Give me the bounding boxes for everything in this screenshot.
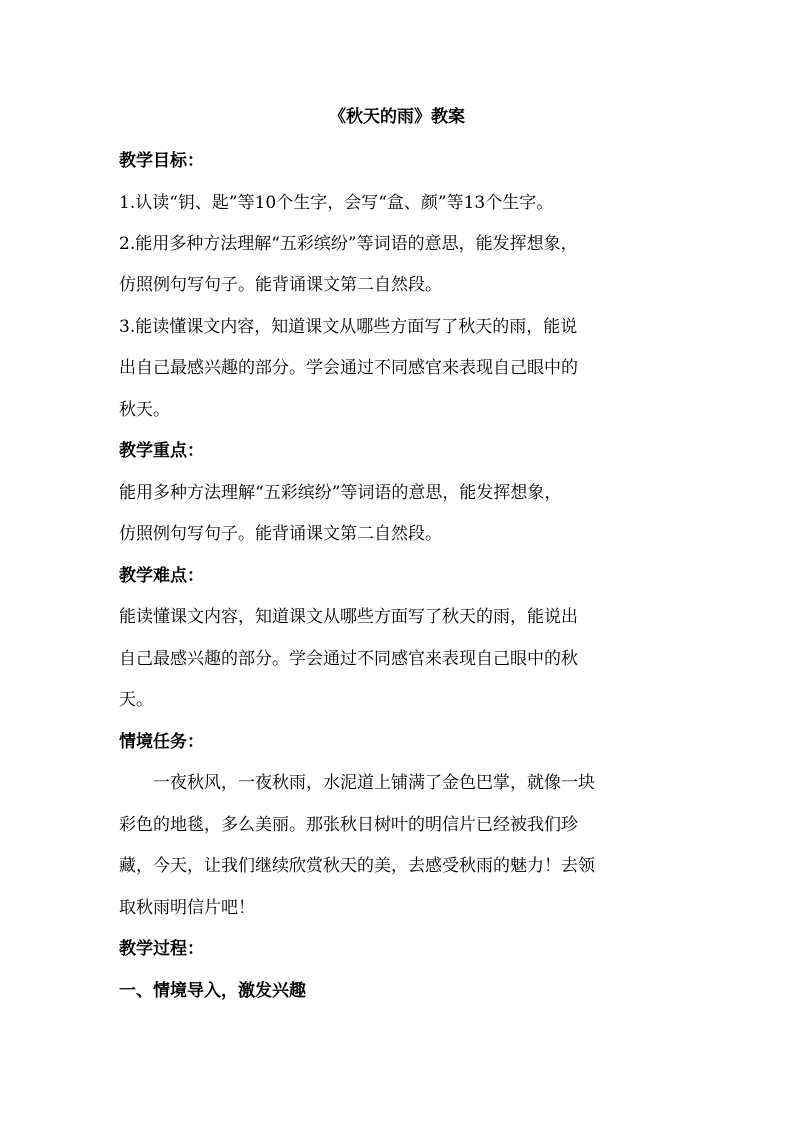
process-heading: 教学过程： <box>119 939 204 959</box>
difficulties-line: 能读懂课文内容，知道课文从哪些方面写了秋天的雨，能说出 <box>119 607 578 627</box>
objectives-line: 仿照例句写句子。能背诵课文第二自然段。 <box>119 275 442 295</box>
difficulties-line: 自己最感兴趣的部分。学会通过不同感官来表现自己眼中的秋 <box>119 649 578 669</box>
difficulties-heading: 教学难点： <box>119 566 204 586</box>
scenario-line: 取秋雨明信片吧！ <box>119 898 255 918</box>
scenario-heading: 情境任务： <box>119 732 204 752</box>
key-points-heading: 教学重点： <box>119 441 204 461</box>
key-points-line: 仿照例句写句子。能背诵课文第二自然段。 <box>119 524 442 544</box>
objectives-line: 出自己最感兴趣的部分。学会通过不同感官来表现自己眼中的 <box>119 358 578 378</box>
scenario-line: 一夜秋风，一夜秋雨，水泥道上铺满了金色巴掌，就像一块 <box>153 773 595 793</box>
objectives-line: 秋天。 <box>119 400 170 420</box>
objectives-line: 2.能用多种方法理解“五彩缤纷”等词语的意思，能发挥想象， <box>119 234 578 254</box>
difficulties-line: 天。 <box>119 690 153 710</box>
objectives-heading: 教学目标： <box>119 151 204 171</box>
process-subheading: 一、情境导入，激发兴趣 <box>119 981 306 1001</box>
scenario-line: 彩色的地毯，多么美丽。那张秋日树叶的明信片已经被我们珍 <box>119 815 578 835</box>
document-title: 《秋天的雨》教案 <box>329 107 465 127</box>
key-points-line: 能用多种方法理解“五彩缤纷”等词语的意思，能发挥想象， <box>119 483 562 503</box>
objectives-line: 3.能读懂课文内容，知道课文从哪些方面写了秋天的雨，能说 <box>119 317 578 337</box>
scenario-line: 藏，今天，让我们继续欣赏秋天的美，去感受秋雨的魅力！去领 <box>119 856 595 876</box>
objectives-line: 1.认读“钥、匙”等10个生字，会写“盒、颜”等13个生字。 <box>119 193 554 213</box>
